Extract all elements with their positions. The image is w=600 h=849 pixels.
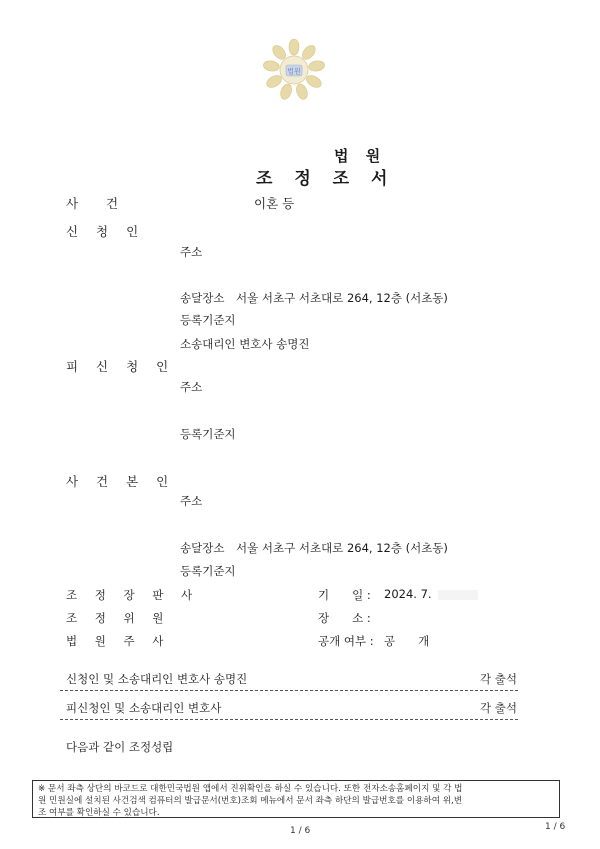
verification-notice — [32, 780, 560, 818]
case-label: 사 건 — [66, 196, 131, 211]
attendance-party-2: 피신청인 및 소송대리인 변호사 — [66, 701, 222, 715]
notice-line-2: 원 민원실에 설치된 사건검색 컴퓨터의 발급문서(번호)조회 메뉴에서 문서 좌측 하단의 발급번호를 이용하여 위,변 — [38, 796, 463, 806]
applicant-agent: 소송대리인 변호사 송명진 — [180, 337, 310, 351]
respondent-address-label: 주소 — [180, 380, 203, 394]
date-label: 기 일 : — [318, 588, 371, 602]
divider — [60, 690, 518, 691]
redacted-area — [438, 590, 478, 600]
court-name: 법 원 — [334, 147, 387, 165]
principal-address-label: 주소 — [180, 494, 203, 508]
respondent-registry-label: 등록기준지 — [180, 427, 236, 441]
attendance-status-2: 각 출석 — [480, 701, 517, 715]
page-number-center: 1 / 6 — [290, 826, 311, 836]
case-value: 이혼 등 — [254, 196, 295, 211]
notice-line-1: ※ 문서 좌측 상단의 바코드로 대한민국법원 앱에서 진위확인을 하실 수 있습니다. 또한 전자소송홈페이지 및 각 법 — [38, 784, 463, 794]
clerk-label: 법 원 주 사 — [66, 634, 171, 648]
public-label: 공개 여부 : — [318, 634, 374, 648]
applicant-registry-label: 등록기준지 — [180, 313, 236, 327]
emblem-text: 법원 — [287, 67, 301, 76]
principal-label: 사 건 본 인 — [66, 474, 176, 489]
divider — [60, 719, 518, 720]
notice-line-3: 조 여부를 확인하실 수 있습니다. — [38, 808, 160, 818]
result-text: 다음과 같이 조정성립 — [66, 740, 174, 754]
applicant-label: 신 청 인 — [66, 224, 146, 239]
page-number-right: 1 / 6 — [545, 822, 566, 832]
place-label: 장 소 : — [318, 611, 371, 625]
judge-label: 조 정 장 판 사 — [66, 588, 200, 602]
applicant-service-label: 송달장소 — [180, 291, 225, 305]
principal-registry-label: 등록기준지 — [180, 564, 236, 578]
principal-service-value: 서울 서초구 서초대로 264, 12층 (서초동) — [236, 541, 448, 555]
public-value: 공 개 — [384, 634, 430, 648]
court-emblem-logo — [262, 38, 326, 102]
principal-service-label: 송달장소 — [180, 541, 225, 555]
applicant-address-label: 주소 — [180, 245, 203, 259]
applicant-service-value: 서울 서초구 서초대로 264, 12층 (서초동) — [236, 291, 448, 305]
respondent-label: 피 신 청 인 — [66, 359, 176, 374]
attendance-status-1: 각 출석 — [480, 672, 517, 686]
document-title: 조 정 조 서 — [256, 169, 396, 189]
attendance-party-1: 신청인 및 소송대리인 변호사 송명진 — [66, 672, 248, 686]
member-label: 조 정 위 원 — [66, 611, 171, 625]
date-value: 2024. 7. — [384, 587, 432, 601]
